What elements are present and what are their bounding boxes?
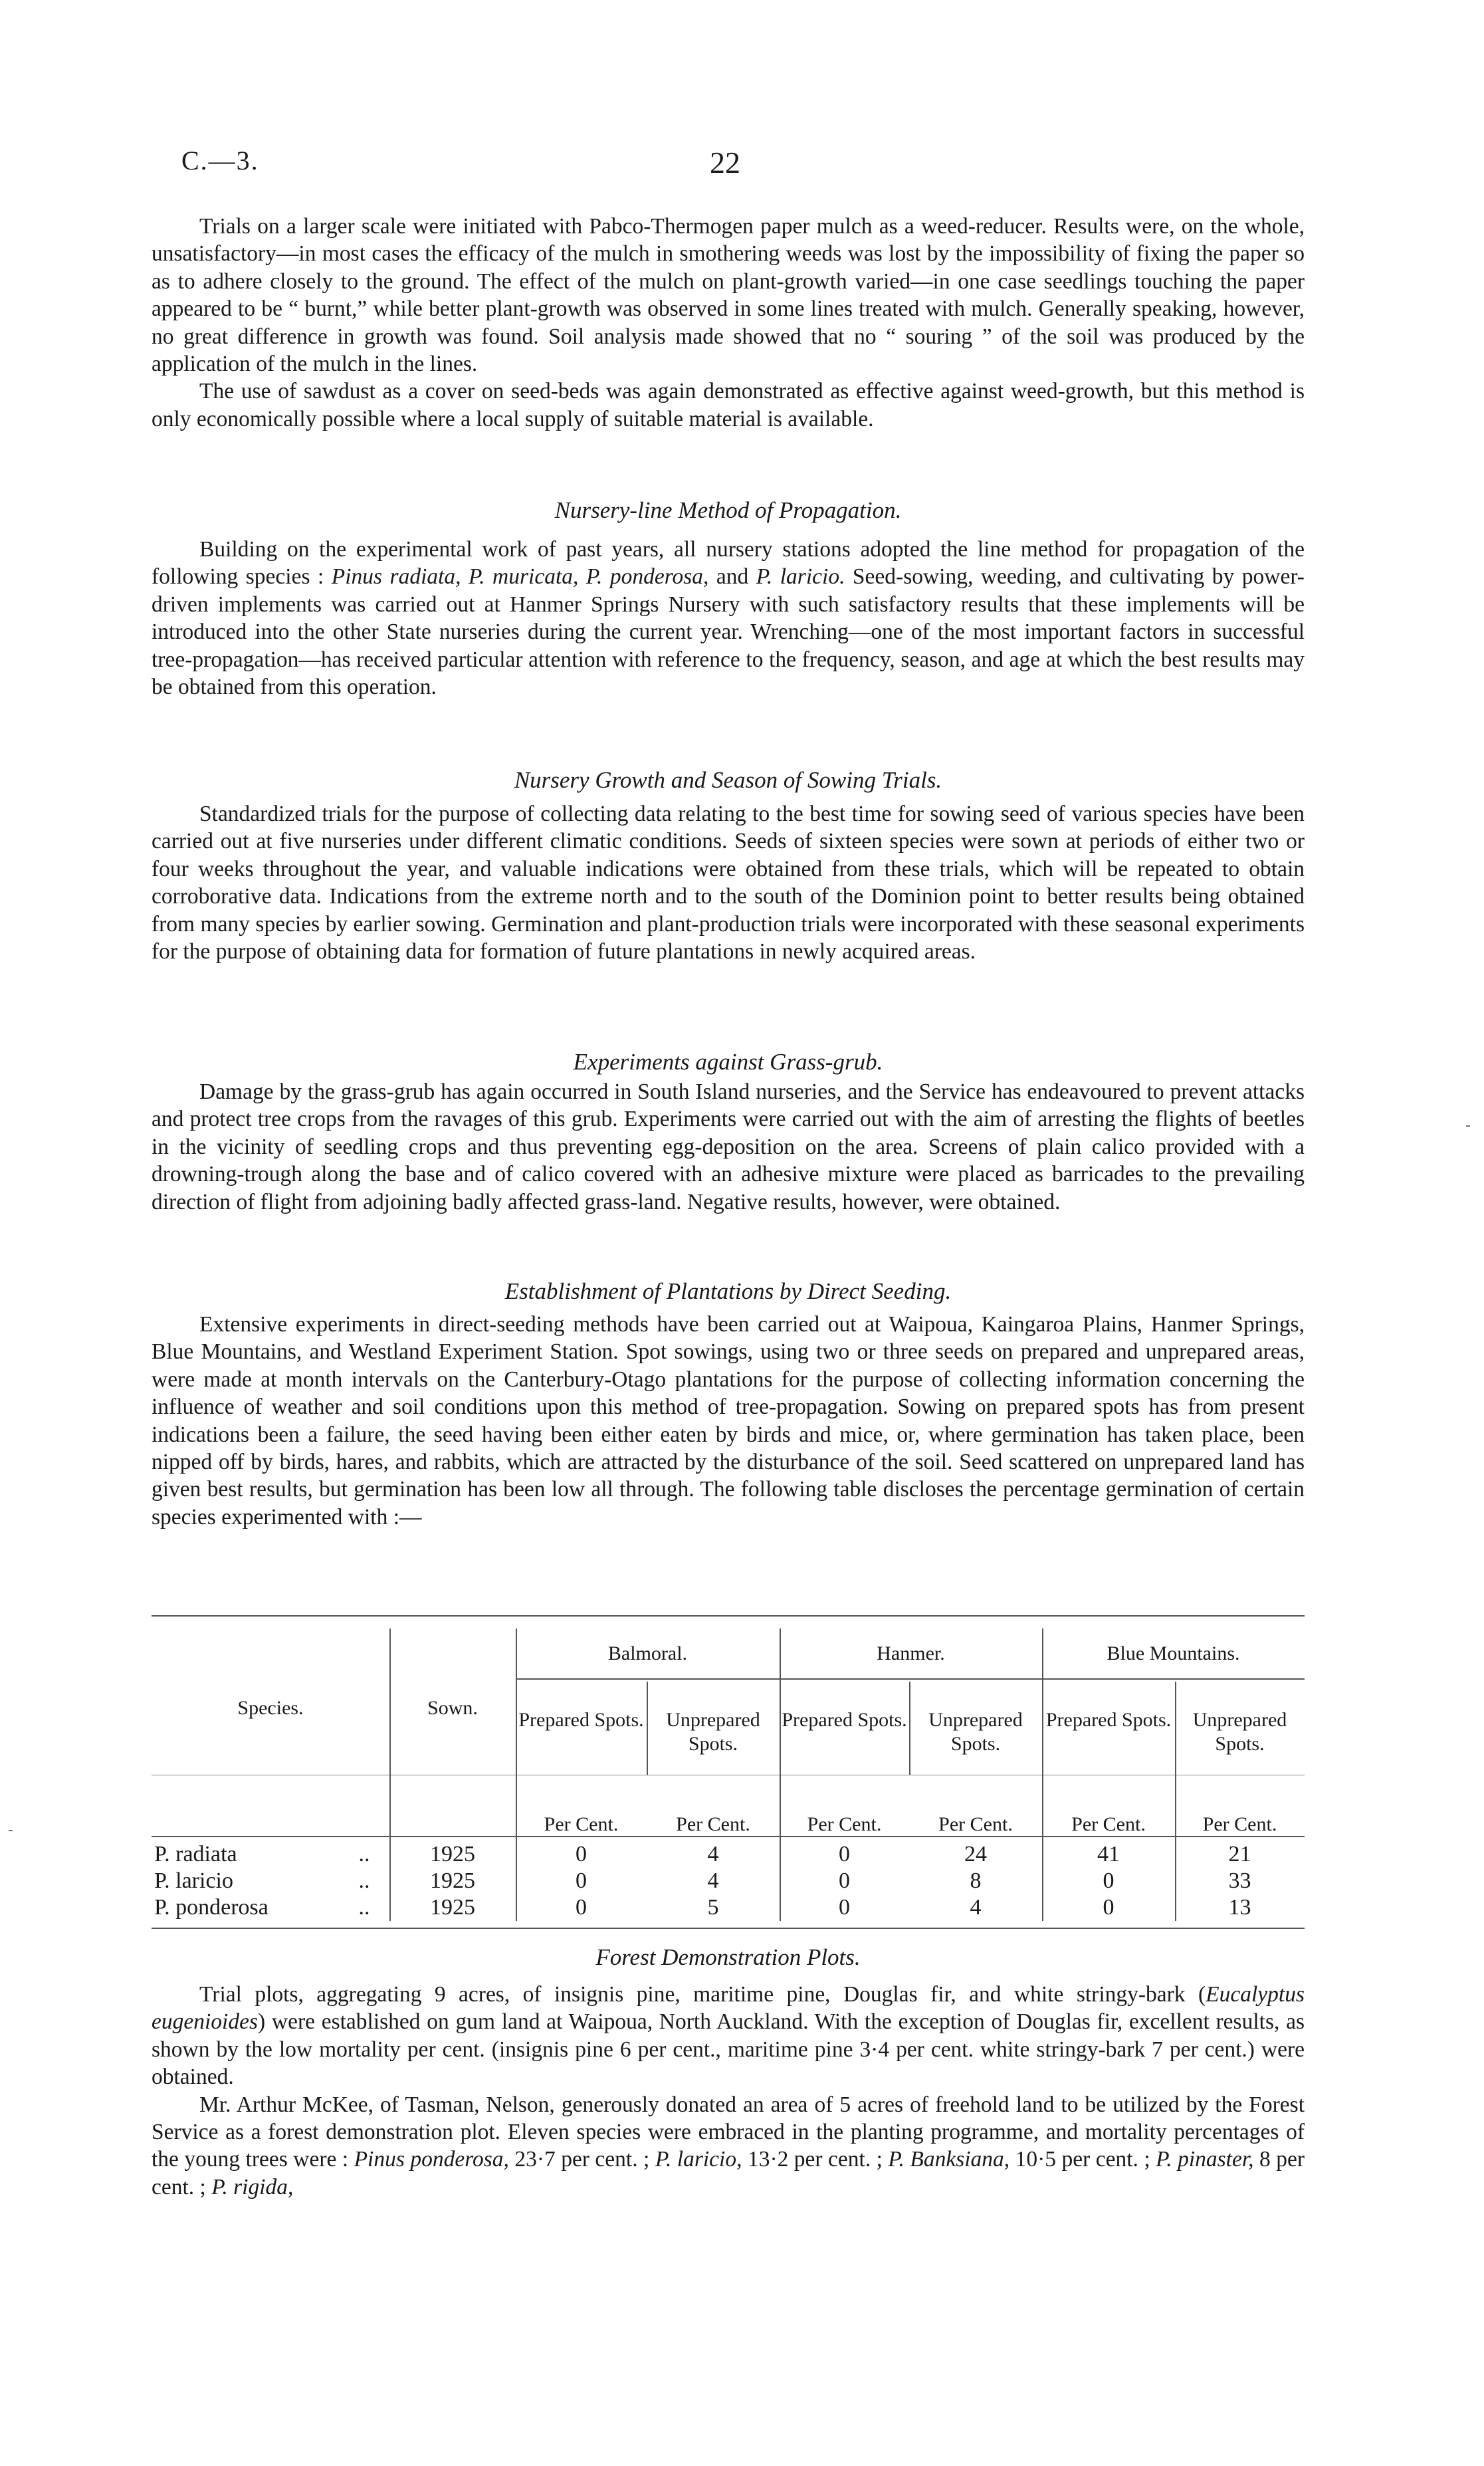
direct-seeding-section (152, 1311, 1305, 1531)
cell-value: 13 (1228, 1895, 1251, 1920)
cell-value: 0 (576, 1868, 587, 1893)
mckee-species-2: P. laricio, (655, 2147, 742, 2172)
paragraph-direct-seeding: Extensive experiments in direct-seeding methods have been carried out at Waipoua, Kaingaroa Plains, Hanmer Springs, Blue Mountains, and Westland Experiment Station. Spot sowings, using two or three seeds on prepared and unprepared areas, were made at month intervals on the Canterbury-Otago plantations for the purpose of collecting information concerning the influence of weather and soil conditions upon this method of tree-propagation. Sowing on prepared spots has from present indications been a failure, the seed having been either eaten by birds and mice, or, where germination has taken place, been nipped off by birds, hares, and rabbits, which are attracted by the disturbance of the soil. Seed scattered on unprepared land has given best results, but germination has been low all through. The following table discloses the percentage germination of certain species experimented with :— (152, 1312, 1305, 1529)
subheader-bluemtns-prepared: Prepared Spots. (1045, 1709, 1172, 1731)
heading-sowing-trials: Nursery Growth and Season of Sowing Trials. (514, 767, 942, 793)
mckee-value-2: 13·2 per cent. ; (742, 2147, 889, 2172)
paragraph-nursery-line (152, 536, 1305, 701)
mulch-section (152, 213, 1305, 433)
nursery-line-section (152, 536, 1305, 701)
nursery-line-species-2: P. laricio. (756, 564, 845, 590)
mckee-species-1: Pinus ponderosa, (354, 2147, 509, 2172)
heading-forest-plots: Forest Demonstration Plots. (595, 1944, 861, 1970)
subheader-hanmer-unprepared: Unprepared Spots. (928, 1709, 1023, 1755)
nursery-line-species-1: Pinus radiata, P. muricata, P. ponderosa, (331, 564, 709, 590)
mckee-value-3: 10·5 per cent. ; (1009, 2147, 1156, 2172)
cell-value: 0 (839, 1895, 850, 1920)
cell-value: 0 (1103, 1895, 1114, 1920)
subheader-balmoral-unprepared: Unprepared Spots. (666, 1709, 760, 1755)
table-group-rule (516, 1678, 1305, 1680)
forest-plots-text-b: ) were established on gum land at Waipoua, North Auckland. With the exception of Douglas fir, excellent results, as shown by the low mortality per cent. (insignis pine 6 per cent., maritime pine 3·4 per cent. white stringy-bark 7 per cent.) were obtained. (152, 2009, 1305, 2090)
cell-value: 4 (707, 1868, 719, 1893)
cell-value: 5 (707, 1895, 719, 1920)
cell-value: 0 (839, 1868, 850, 1893)
header-sown: Sown. (427, 1697, 478, 1719)
cell-value: 41 (1097, 1842, 1120, 1866)
unit-label: Per Cent. (938, 1813, 1013, 1835)
cell-value: 8 (970, 1868, 982, 1893)
cell-value: 24 (964, 1842, 987, 1866)
mckee-species-4: P. pinaster, (1156, 2147, 1254, 2172)
paragraph-forest-plots-1 (152, 1981, 1305, 2091)
heading-direct-seeding: Establishment of Plantations by Direct Seeding. (504, 1278, 952, 1304)
unit-label: Per Cent. (544, 1813, 619, 1835)
cell-dots: .. (358, 1895, 370, 1920)
cell-value: 33 (1228, 1868, 1251, 1893)
paragraph-forest-plots-2 (152, 2091, 1305, 2201)
header-species: Species. (237, 1697, 304, 1719)
subheader-hanmer-prepared: Prepared Spots. (782, 1709, 907, 1731)
document-reference: C.—3. (181, 146, 259, 175)
unit-label: Per Cent. (676, 1813, 750, 1835)
sowing-trials-section (152, 800, 1305, 965)
mckee-species-5: P. rigida, (211, 2174, 294, 2199)
forest-plots-text-a: Trial plots, aggregating 9 acres, of insignis pine, maritime pine, Douglas fir, and white stringy-bark ( (199, 1982, 1206, 2007)
cell-value: 4 (970, 1895, 982, 1920)
mckee-text: Mr. Arthur McKee, of Tasman, Nelson, generously donated an area of 5 acres of freehold land to be utilized by the Forest Service as a forest demonstration plot. Eleven species were embraced in the planting programme, and mortality percentages of the young trees were : (152, 2092, 1305, 2172)
header-group-blue-mountains: Blue Mountains. (1107, 1642, 1240, 1664)
page-header (181, 145, 1311, 185)
forest-plots-species: Eucalyptus eugenioides (152, 1982, 1305, 2035)
margin-mark-right: - (1465, 1117, 1471, 1134)
paragraph-sowing-trials: Standardized trials for the purpose of collecting data relating to the best time for sowing seed of various species have been carried out at five nurseries under different climatic conditions. Seeds of sixteen species were sown at periods of either two or four weeks throughout the year, and valuable indications were obtained from these trials, which will be repeated to obtain corroborative data. Indications from the extreme north and to the south of the Dominion point to better results being obtained from many species by earlier sowing. Germination and plant-production trials were incorporated with these seasonal experiments for the purpose of obtaining data for formation of future plantations in newly acquired areas. (152, 802, 1305, 964)
header-group-balmoral: Balmoral. (607, 1642, 688, 1664)
nursery-line-text-1: Building on the experimental work of past years, all nursery stations adopted the line method for propagation of the following species : (152, 537, 1305, 590)
nursery-line-text-3: Seed-sowing, weeding, and cultivating by power-driven implements was carried out at Hanmer Springs Nursery with such satisfactory results that these implements will be introduced into the other State nurseries during the current year. Wrenching—one of the most important factors in successful tree-propagation—has received particular attention with reference to the frequency, season, and age at which the best results may be obtained from this operation. (152, 564, 1305, 700)
paragraph-mulch: Trials on a larger scale were initiated with Pabco-Thermogen paper mulch as a weed-reducer. Results were, on the whole, unsatisfactory—in most cases the efficacy of the mulch in smothering weeds was lost by the impossibility of fixing the paper so as to adhere closely to the ground. The effect of the mulch on plant-growth varied—in one case seedlings touching the paper appeared to be “ burnt,” while better plant-growth was observed in some lines treated with mulch. Generally speaking, however, no great difference in growth was found. Soil analysis made showed that no “ souring ” of the soil was produced by the application of the mulch in the lines. (152, 214, 1305, 377)
unit-label: Per Cent. (1202, 1813, 1277, 1835)
cell-dots: .. (358, 1842, 370, 1866)
grass-grub-section (152, 1078, 1305, 1216)
cell-value: 0 (1103, 1868, 1114, 1893)
unit-label: Per Cent. (807, 1813, 882, 1835)
heading-grass-grub: Experiments against Grass-grub. (573, 1049, 883, 1075)
cell-species: P. radiata (154, 1842, 237, 1866)
margin-mark-left: - (8, 1821, 13, 1839)
unit-label: Per Cent. (1071, 1813, 1146, 1835)
subheader-balmoral-prepared: Prepared Spots. (518, 1709, 644, 1731)
subheader-bluemtns-unprepared: Unprepared Spots. (1192, 1709, 1287, 1755)
germination-table (152, 1615, 1305, 1928)
mckee-species-3: P. Banksiana, (888, 2147, 1010, 2172)
paragraph-sawdust: The use of sawdust as a cover on seed-beds was again demonstrated as effective against weed-growth, but this method is only economically possible where a local supply of suitable material is available. (152, 379, 1305, 431)
cell-dots: .. (358, 1868, 370, 1893)
paragraph-grass-grub: Damage by the grass-grub has again occurred in South Island nurseries, and the Service has endeavoured to prevent attacks and protect tree crops from the ravages of this grub. Experiments were carried out with the aim of arresting the flights of beetles in the vicinity of seedling crops and thus preventing egg-deposition on the area. Screens of plain calico provided with a drowning-trough along the base and of calico covered with an adhesive mixture were placed as barricades to the prevailing direction of flight from adjoining badly affected grass-land. Negative results, however, were obtained. (152, 1079, 1305, 1214)
cell-value: 0 (839, 1842, 850, 1866)
table-rule-a (152, 1615, 1305, 1617)
cell-value: 0 (576, 1842, 587, 1866)
page-number: 22 (710, 146, 740, 179)
cell-value: 0 (576, 1895, 587, 1920)
cell-species: P. laricio (154, 1868, 233, 1893)
cell-value: 21 (1228, 1842, 1251, 1866)
forest-plots-section (152, 1981, 1305, 2201)
cell-sown: 1925 (430, 1842, 475, 1866)
heading-nursery-line: Nursery-line Method of Propagation. (554, 497, 902, 523)
header-group-hanmer: Hanmer. (877, 1642, 945, 1664)
table-bottom-rule (152, 1928, 1305, 1929)
cell-value: 4 (707, 1842, 719, 1866)
cell-sown: 1925 (430, 1895, 475, 1920)
cell-species: P. ponderosa (154, 1895, 268, 1920)
mckee-value-1: 23·7 per cent. ; (508, 2147, 655, 2172)
nursery-line-text-2: and (708, 564, 756, 590)
cell-sown: 1925 (430, 1868, 475, 1893)
mckee-value-4: 8 per cent. ; (152, 2147, 1305, 2199)
